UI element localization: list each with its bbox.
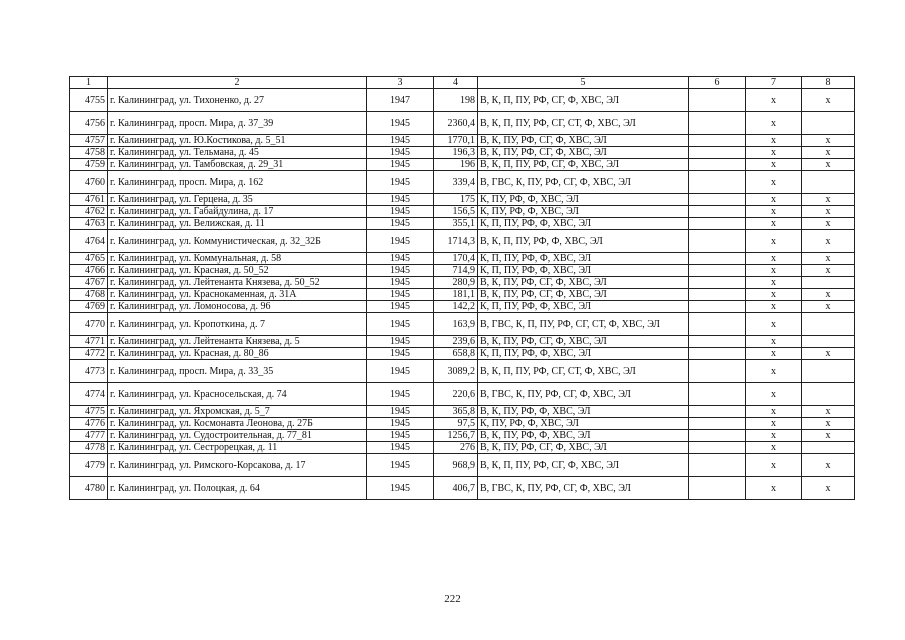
area-cell: 1714,3	[434, 230, 478, 253]
column-7-mark: x	[746, 135, 802, 147]
services-cell: В, К, ПУ, РФ, Ф, ХВС, ЭЛ	[478, 406, 689, 418]
column-6-cell	[689, 112, 746, 135]
address-cell: г. Калининград, ул. Тихоненко, д. 27	[108, 89, 367, 112]
column-6-cell	[689, 147, 746, 159]
row-number: 4759	[70, 159, 108, 171]
year-cell: 1945	[367, 301, 434, 313]
area-cell: 198	[434, 89, 478, 112]
column-8-mark: x	[802, 289, 855, 301]
row-number: 4757	[70, 135, 108, 147]
address-cell: г. Калининград, просп. Мира, д. 162	[108, 171, 367, 194]
column-8-mark	[802, 336, 855, 348]
table-body	[70, 77, 855, 500]
column-6-cell	[689, 418, 746, 430]
table-row	[70, 206, 855, 218]
area-cell: 2360,4	[434, 112, 478, 135]
address-cell: г. Калининград, ул. Яхромская, д. 5_7	[108, 406, 367, 418]
area-cell: 1256,7	[434, 430, 478, 442]
area-cell: 97,5	[434, 418, 478, 430]
column-6-cell	[689, 253, 746, 265]
row-number: 4773	[70, 360, 108, 383]
column-6-cell	[689, 206, 746, 218]
services-cell: К, ПУ, РФ, Ф, ХВС, ЭЛ	[478, 418, 689, 430]
column-7-mark: x	[746, 265, 802, 277]
column-8-mark	[802, 383, 855, 406]
column-8-mark: x	[802, 253, 855, 265]
table-row	[70, 442, 855, 454]
table-row	[70, 218, 855, 230]
column-6-cell	[689, 454, 746, 477]
column-7-mark: x	[746, 383, 802, 406]
area-cell: 196,3	[434, 147, 478, 159]
column-8-mark: x	[802, 348, 855, 360]
area-cell: 365,8	[434, 406, 478, 418]
table-row	[70, 348, 855, 360]
column-6-cell	[689, 348, 746, 360]
column-8-mark: x	[802, 301, 855, 313]
services-cell: К, ПУ, РФ, Ф, ХВС, ЭЛ	[478, 194, 689, 206]
column-8-mark	[802, 171, 855, 194]
column-7-mark: x	[746, 218, 802, 230]
page-number: 222	[444, 593, 461, 605]
row-number: 4769	[70, 301, 108, 313]
address-cell: г. Калининград, ул. Красная, д. 80_86	[108, 348, 367, 360]
services-cell: В, К, П, ПУ, РФ, СГ, Ф, ХВС, ЭЛ	[478, 89, 689, 112]
column-7-mark: x	[746, 171, 802, 194]
column-8-mark: x	[802, 147, 855, 159]
column-8-mark: x	[802, 135, 855, 147]
address-cell: г. Калининград, ул. Римского-Корсакова, д. 17	[108, 454, 367, 477]
column-7-mark: x	[746, 253, 802, 265]
services-cell: В, К, ПУ, РФ, СГ, Ф, ХВС, ЭЛ	[478, 442, 689, 454]
column-6-cell	[689, 159, 746, 171]
area-cell: 142,2	[434, 301, 478, 313]
address-cell: г. Калининград, ул. Ломоносова, д. 96	[108, 301, 367, 313]
address-cell: г. Калининград, ул. Красная, д. 50_52	[108, 265, 367, 277]
column-6-cell	[689, 171, 746, 194]
address-cell: г. Калининград, ул. Габайдулина, д. 17	[108, 206, 367, 218]
column-6-cell	[689, 265, 746, 277]
row-number: 4770	[70, 313, 108, 336]
column-8-mark: x	[802, 477, 855, 500]
services-cell: К, П, ПУ, РФ, Ф, ХВС, ЭЛ	[478, 348, 689, 360]
column-7-mark: x	[746, 348, 802, 360]
services-cell: В, К, ПУ, РФ, Ф, ХВС, ЭЛ	[478, 430, 689, 442]
address-cell: г. Калининград, ул. Ю.Костикова, д. 5_51	[108, 135, 367, 147]
year-cell: 1945	[367, 230, 434, 253]
row-number: 4776	[70, 418, 108, 430]
column-7-mark: x	[746, 230, 802, 253]
year-cell: 1945	[367, 477, 434, 500]
year-cell: 1945	[367, 206, 434, 218]
area-cell: 714,9	[434, 265, 478, 277]
year-cell: 1945	[367, 442, 434, 454]
row-number: 4761	[70, 194, 108, 206]
row-number: 4765	[70, 253, 108, 265]
row-number: 4772	[70, 348, 108, 360]
column-8-mark	[802, 442, 855, 454]
services-cell: В, К, П, ПУ, РФ, СГ, Ф, ХВС, ЭЛ	[478, 159, 689, 171]
table-row	[70, 383, 855, 406]
area-cell: 3089,2	[434, 360, 478, 383]
address-cell: г. Калининград, ул. Коммунальная, д. 58	[108, 253, 367, 265]
column-8-mark: x	[802, 159, 855, 171]
services-cell: В, К, ПУ, РФ, СГ, Ф, ХВС, ЭЛ	[478, 147, 689, 159]
address-cell: г. Калининград, ул. Космонавта Леонова, д. 27Б	[108, 418, 367, 430]
year-cell: 1945	[367, 218, 434, 230]
column-6-cell	[689, 383, 746, 406]
row-number: 4774	[70, 383, 108, 406]
column-8-mark: x	[802, 89, 855, 112]
address-cell: г. Калининград, ул. Красносельская, д. 74	[108, 383, 367, 406]
column-7-mark: x	[746, 112, 802, 135]
column-6-cell	[689, 360, 746, 383]
table-row	[70, 360, 855, 383]
table-row	[70, 230, 855, 253]
row-number: 4779	[70, 454, 108, 477]
area-cell: 406,7	[434, 477, 478, 500]
column-6-cell	[689, 336, 746, 348]
services-cell: В, К, ПУ, РФ, СГ, Ф, ХВС, ЭЛ	[478, 277, 689, 289]
column-6-cell	[689, 477, 746, 500]
column-8-mark	[802, 313, 855, 336]
row-number: 4758	[70, 147, 108, 159]
row-number: 4766	[70, 265, 108, 277]
column-7-mark: x	[746, 301, 802, 313]
column-6-cell	[689, 230, 746, 253]
column-8-mark: x	[802, 206, 855, 218]
year-cell: 1945	[367, 406, 434, 418]
area-cell: 339,4	[434, 171, 478, 194]
area-cell: 163,9	[434, 313, 478, 336]
column-8-mark	[802, 112, 855, 135]
row-number: 4762	[70, 206, 108, 218]
year-cell: 1945	[367, 194, 434, 206]
year-cell: 1945	[367, 348, 434, 360]
table-row	[70, 418, 855, 430]
services-cell: К, П, ПУ, РФ, Ф, ХВС, ЭЛ	[478, 253, 689, 265]
address-cell: г. Калининград, просп. Мира, д. 37_39	[108, 112, 367, 135]
services-cell: В, ГВС, К, ПУ, РФ, СГ, Ф, ХВС, ЭЛ	[478, 383, 689, 406]
address-cell: г. Калининград, ул. Герцена, д. 35	[108, 194, 367, 206]
address-cell: г. Калининград, ул. Судостроительная, д. 77_81	[108, 430, 367, 442]
column-6-cell	[689, 194, 746, 206]
column-7-mark: x	[746, 477, 802, 500]
column-7-mark: x	[746, 454, 802, 477]
services-cell: К, П, ПУ, РФ, Ф, ХВС, ЭЛ	[478, 265, 689, 277]
area-cell: 175	[434, 194, 478, 206]
row-number: 4755	[70, 89, 108, 112]
column-7-mark: x	[746, 336, 802, 348]
column-header-4: 4	[434, 77, 478, 89]
services-cell: В, К, П, ПУ, РФ, СГ, Ф, ХВС, ЭЛ	[478, 454, 689, 477]
column-header-8: 8	[802, 77, 855, 89]
services-cell: В, К, ПУ, РФ, СГ, Ф, ХВС, ЭЛ	[478, 289, 689, 301]
column-8-mark: x	[802, 230, 855, 253]
column-8-mark: x	[802, 194, 855, 206]
column-7-mark: x	[746, 360, 802, 383]
column-number-header-row	[70, 77, 855, 89]
row-number: 4763	[70, 218, 108, 230]
column-7-mark: x	[746, 277, 802, 289]
year-cell: 1945	[367, 253, 434, 265]
services-cell: В, К, П, ПУ, РФ, СГ, СТ, Ф, ХВС, ЭЛ	[478, 112, 689, 135]
column-header-2: 2	[108, 77, 367, 89]
row-number: 4777	[70, 430, 108, 442]
address-cell: г. Калининград, ул. Сестрорецкая, д. 11	[108, 442, 367, 454]
address-cell: г. Калининград, ул. Коммунистическая, д. 32_32Б	[108, 230, 367, 253]
column-7-mark: x	[746, 159, 802, 171]
row-number: 4775	[70, 406, 108, 418]
column-8-mark: x	[802, 430, 855, 442]
column-7-mark: x	[746, 194, 802, 206]
address-cell: г. Калининград, ул. Кропоткина, д. 7	[108, 313, 367, 336]
column-6-cell	[689, 406, 746, 418]
table-row	[70, 147, 855, 159]
area-cell: 220,6	[434, 383, 478, 406]
column-header-5: 5	[478, 77, 689, 89]
column-header-6: 6	[689, 77, 746, 89]
area-cell: 196	[434, 159, 478, 171]
row-number: 4756	[70, 112, 108, 135]
address-cell: г. Калининград, ул. Тельмана, д. 45	[108, 147, 367, 159]
row-number: 4764	[70, 230, 108, 253]
year-cell: 1945	[367, 430, 434, 442]
address-cell: г. Калининград, ул. Велижская, д. 11	[108, 218, 367, 230]
column-7-mark: x	[746, 289, 802, 301]
year-cell: 1945	[367, 383, 434, 406]
services-cell: В, К, ПУ, РФ, СГ, Ф, ХВС, ЭЛ	[478, 135, 689, 147]
services-cell: В, К, П, ПУ, РФ, Ф, ХВС, ЭЛ	[478, 230, 689, 253]
column-7-mark: x	[746, 430, 802, 442]
row-number: 4768	[70, 289, 108, 301]
table-row	[70, 194, 855, 206]
table-row	[70, 313, 855, 336]
column-8-mark	[802, 360, 855, 383]
services-cell: К, П, ПУ, РФ, Ф, ХВС, ЭЛ	[478, 301, 689, 313]
column-6-cell	[689, 218, 746, 230]
year-cell: 1945	[367, 265, 434, 277]
column-8-mark: x	[802, 418, 855, 430]
column-7-mark: x	[746, 442, 802, 454]
column-7-mark: x	[746, 418, 802, 430]
column-6-cell	[689, 442, 746, 454]
year-cell: 1945	[367, 454, 434, 477]
row-number: 4780	[70, 477, 108, 500]
row-number: 4767	[70, 277, 108, 289]
column-7-mark: x	[746, 147, 802, 159]
table-row	[70, 253, 855, 265]
column-7-mark: x	[746, 313, 802, 336]
column-header-3: 3	[367, 77, 434, 89]
address-cell: г. Калининград, ул. Краснокаменная, д. 31А	[108, 289, 367, 301]
year-cell: 1945	[367, 147, 434, 159]
column-8-mark: x	[802, 454, 855, 477]
column-6-cell	[689, 301, 746, 313]
column-8-mark: x	[802, 265, 855, 277]
column-8-mark: x	[802, 218, 855, 230]
table-row	[70, 406, 855, 418]
year-cell: 1945	[367, 313, 434, 336]
column-8-mark	[802, 277, 855, 289]
column-6-cell	[689, 313, 746, 336]
row-number: 4778	[70, 442, 108, 454]
year-cell: 1947	[367, 89, 434, 112]
year-cell: 1945	[367, 277, 434, 289]
year-cell: 1945	[367, 135, 434, 147]
table-row	[70, 135, 855, 147]
year-cell: 1945	[367, 418, 434, 430]
column-7-mark: x	[746, 206, 802, 218]
address-cell: г. Калининград, ул. Лейтенанта Князева, д. 50_52	[108, 277, 367, 289]
address-cell: г. Калининград, ул. Лейтенанта Князева, д. 5	[108, 336, 367, 348]
year-cell: 1945	[367, 171, 434, 194]
year-cell: 1945	[367, 112, 434, 135]
area-cell: 239,6	[434, 336, 478, 348]
column-8-mark: x	[802, 406, 855, 418]
year-cell: 1945	[367, 289, 434, 301]
column-7-mark: x	[746, 406, 802, 418]
services-cell: В, ГВС, К, ПУ, РФ, СГ, Ф, ХВС, ЭЛ	[478, 477, 689, 500]
table-row	[70, 301, 855, 313]
table-row	[70, 289, 855, 301]
area-cell: 1770,1	[434, 135, 478, 147]
table-row	[70, 454, 855, 477]
services-cell: К, ПУ, РФ, Ф, ХВС, ЭЛ	[478, 206, 689, 218]
table-row	[70, 336, 855, 348]
area-cell: 170,4	[434, 253, 478, 265]
table-row	[70, 112, 855, 135]
row-number: 4760	[70, 171, 108, 194]
services-cell: К, П, ПУ, РФ, Ф, ХВС, ЭЛ	[478, 218, 689, 230]
row-number: 4771	[70, 336, 108, 348]
housing-registry-table	[69, 76, 855, 500]
services-cell: В, ГВС, К, ПУ, РФ, СГ, Ф, ХВС, ЭЛ	[478, 171, 689, 194]
area-cell: 276	[434, 442, 478, 454]
column-7-mark: x	[746, 89, 802, 112]
table-row	[70, 277, 855, 289]
year-cell: 1945	[367, 159, 434, 171]
column-6-cell	[689, 89, 746, 112]
column-6-cell	[689, 135, 746, 147]
services-cell: В, ГВС, К, П, ПУ, РФ, СГ, СТ, Ф, ХВС, ЭЛ	[478, 313, 689, 336]
services-cell: В, К, ПУ, РФ, СГ, Ф, ХВС, ЭЛ	[478, 336, 689, 348]
table-row	[70, 171, 855, 194]
address-cell: г. Калининград, ул. Тамбовская, д. 29_31	[108, 159, 367, 171]
area-cell: 968,9	[434, 454, 478, 477]
address-cell: г. Калининград, просп. Мира, д. 33_35	[108, 360, 367, 383]
area-cell: 181,1	[434, 289, 478, 301]
table-row	[70, 265, 855, 277]
column-6-cell	[689, 277, 746, 289]
area-cell: 658,8	[434, 348, 478, 360]
area-cell: 156,5	[434, 206, 478, 218]
area-cell: 355,1	[434, 218, 478, 230]
address-cell: г. Калининград, ул. Полоцкая, д. 64	[108, 477, 367, 500]
year-cell: 1945	[367, 336, 434, 348]
area-cell: 280,9	[434, 277, 478, 289]
table-row	[70, 159, 855, 171]
column-header-7: 7	[746, 77, 802, 89]
column-6-cell	[689, 289, 746, 301]
column-header-1: 1	[70, 77, 108, 89]
services-cell: В, К, П, ПУ, РФ, СГ, СТ, Ф, ХВС, ЭЛ	[478, 360, 689, 383]
table-row	[70, 477, 855, 500]
table-row	[70, 89, 855, 112]
year-cell: 1945	[367, 360, 434, 383]
table-row	[70, 430, 855, 442]
column-6-cell	[689, 430, 746, 442]
